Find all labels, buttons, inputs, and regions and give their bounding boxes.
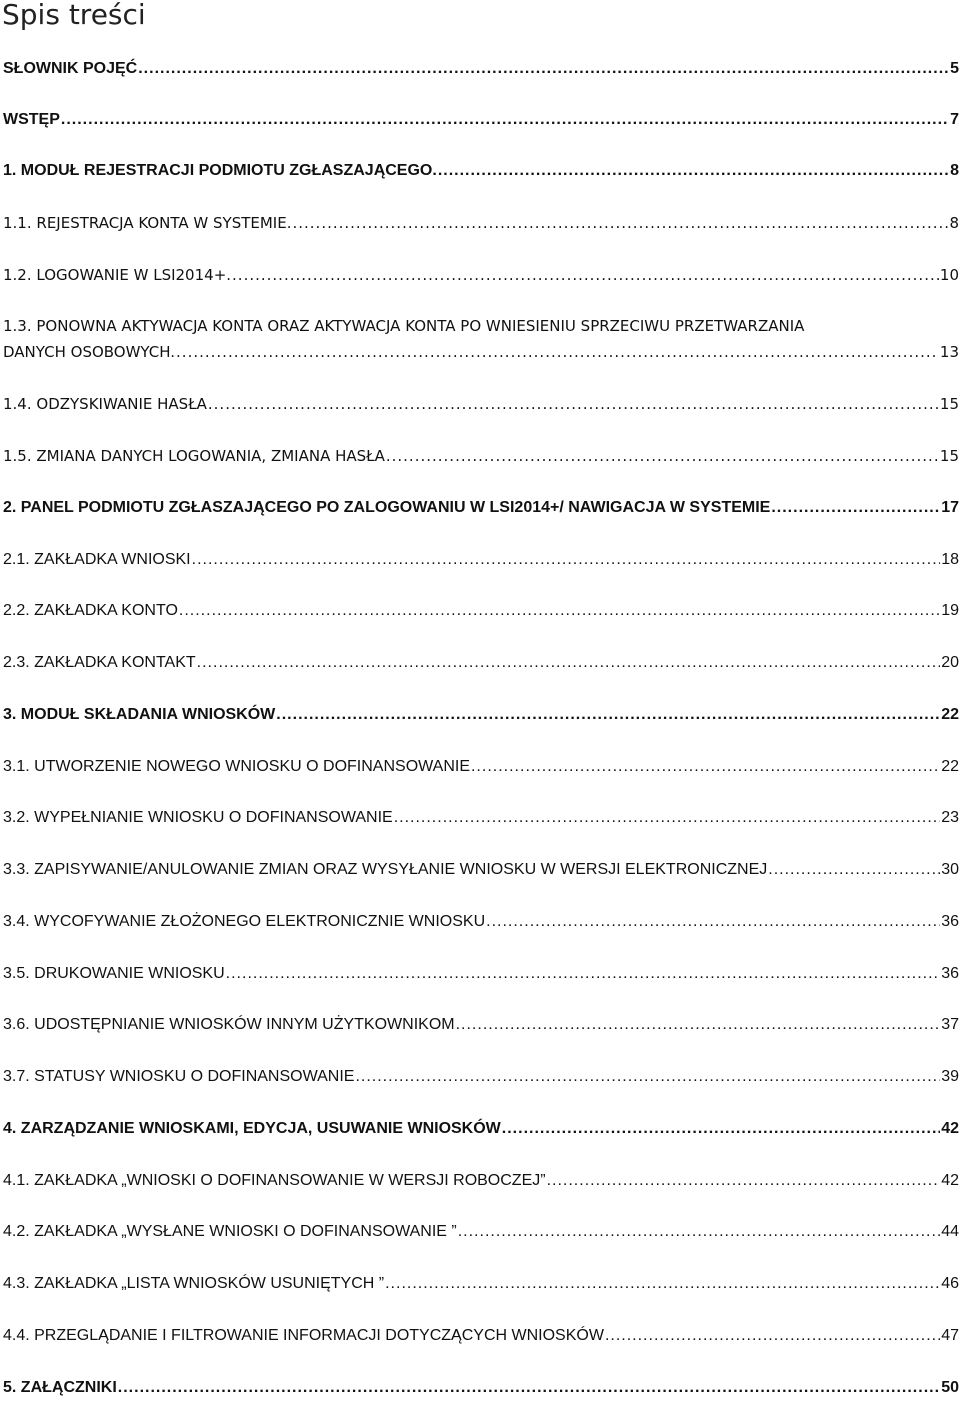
toc-entry-1-1[interactable] bbox=[3, 211, 959, 235]
toc-entry-2-1[interactable] bbox=[3, 548, 959, 572]
toc-entry-4-2[interactable] bbox=[3, 1220, 959, 1244]
toc-entry-4[interactable] bbox=[3, 1117, 959, 1141]
toc-page-number: 5 bbox=[950, 60, 959, 77]
toc-entry-label: 4.3. ZAKŁADKA „LISTA WNIOSKÓW USUNIĘTYCH ” bbox=[3, 1275, 385, 1292]
toc-page-number: 22 bbox=[941, 706, 959, 723]
toc-page-number: 15 bbox=[939, 395, 959, 413]
toc-leader-dots bbox=[438, 159, 949, 183]
toc-entry-3[interactable] bbox=[3, 703, 959, 727]
toc-entry-1-4[interactable] bbox=[3, 392, 959, 416]
toc-entry-label: WSTĘP bbox=[3, 111, 60, 128]
toc-entry-label: DANYCH OSOBOWYCH. bbox=[3, 343, 176, 361]
toc-leader-dots bbox=[458, 1220, 940, 1244]
toc-entry-label: 2.2. ZAKŁADKA KONTO bbox=[3, 602, 178, 619]
toc-entry-label: 2. PANEL PODMIOTU ZGŁASZAJĄCEGO PO ZALOGOWANIU W LSI2014+/ NAWIGACJA W SYSTEMIE bbox=[3, 499, 771, 516]
toc-entry-2-2[interactable] bbox=[3, 599, 959, 623]
toc-entry-label: 2.3. ZAKŁADKA KONTAKT bbox=[3, 654, 196, 671]
toc-page-number: 30 bbox=[941, 861, 959, 878]
toc-leader-dots bbox=[547, 1169, 941, 1193]
toc-page-number: 7 bbox=[950, 111, 959, 128]
toc-entry-label: 3.5. DRUKOWANIE WNIOSKU bbox=[3, 965, 225, 982]
toc-page-number: 47 bbox=[941, 1327, 959, 1344]
toc-page-number: 20 bbox=[941, 654, 959, 671]
toc-page-number: 17 bbox=[941, 499, 959, 516]
toc-entry-label: 3.1. UTWORZENIE NOWEGO WNIOSKU O DOFINANSOWANIE bbox=[3, 758, 470, 775]
toc-leader-dots bbox=[768, 858, 940, 882]
toc-leader-dots bbox=[232, 263, 939, 287]
toc-page-number: 15 bbox=[939, 447, 959, 465]
toc-entry-label: 1.4. ODZYSKIWANIE HASŁA bbox=[3, 395, 207, 413]
toc-entry-3-6[interactable] bbox=[3, 1013, 959, 1037]
toc-leader-dots bbox=[276, 703, 940, 727]
toc-page-number: 23 bbox=[941, 809, 959, 826]
toc-entry-label: 1.5. ZMIANA DANYCH LOGOWANIA, ZMIANA HASŁA bbox=[3, 447, 385, 465]
toc-entry-label: 4. ZARZĄDZANIE WNIOSKAMI, EDYCJA, USUWANIE WNIOSKÓW bbox=[3, 1120, 501, 1137]
toc-entry-label: 4.1. ZAKŁADKA „WNIOSKI O DOFINANSOWANIE W WERSJI ROBOCZEJ” bbox=[3, 1172, 546, 1189]
toc-page-number: 13 bbox=[939, 343, 959, 361]
page-title: Spis treści bbox=[2, 0, 146, 31]
toc-page-number: 36 bbox=[941, 965, 959, 982]
toc-page-number: 42 bbox=[941, 1120, 959, 1137]
toc-page-number: 8 bbox=[950, 162, 959, 179]
toc-entry-3-1[interactable] bbox=[3, 755, 959, 779]
toc-leader-dots bbox=[292, 211, 948, 235]
toc-leader-dots bbox=[176, 340, 939, 364]
toc-entry-label-line1: 1.3. PONOWNA AKTYWACJA KONTA ORAZ AKTYWACJA KONTA PO WNIESIENIU SPRZECIWU PRZETWARZANIA bbox=[3, 317, 805, 335]
toc-entry-label: 3. MODUŁ SKŁADANIA WNIOSKÓW bbox=[3, 706, 276, 723]
toc-page-number: 50 bbox=[941, 1379, 959, 1396]
toc-entry-1-2[interactable] bbox=[3, 263, 959, 287]
toc-entry-label: 1. MODUŁ REJESTRACJI PODMIOTU ZGŁASZAJĄCEGO. bbox=[3, 162, 437, 179]
toc-page-number: 22 bbox=[941, 758, 959, 775]
toc-entry-2-3[interactable] bbox=[3, 651, 959, 675]
toc-entry-3-7[interactable] bbox=[3, 1065, 959, 1089]
toc-entry-label: 2.1. ZAKŁADKA WNIOSKI bbox=[3, 551, 191, 568]
toc-leader-dots bbox=[471, 755, 940, 779]
toc-entry-3-2[interactable] bbox=[3, 806, 959, 830]
toc-page-number: 19 bbox=[941, 602, 959, 619]
toc-entry-label: 3.4. WYCOFYWANIE ZŁOŻONEGO ELEKTRONICZNIE WNIOSKU bbox=[3, 913, 486, 930]
toc-entry-label: SŁOWNIK POJĘĆ bbox=[3, 60, 138, 77]
toc-entry-4-4[interactable] bbox=[3, 1324, 959, 1348]
toc-leader-dots bbox=[138, 57, 949, 81]
toc-entry-label: 3.2. WYPEŁNIANIE WNIOSKU O DOFINANSOWANIE bbox=[3, 809, 393, 826]
toc-entry-3-5[interactable] bbox=[3, 962, 959, 986]
toc-entry-4-3[interactable] bbox=[3, 1272, 959, 1296]
toc-leader-dots bbox=[61, 108, 949, 132]
toc-entry-3-4[interactable] bbox=[3, 910, 959, 934]
toc-leader-dots bbox=[118, 1376, 940, 1400]
toc-leader-dots bbox=[605, 1324, 940, 1348]
toc-entry-label: 3.7. STATUSY WNIOSKU O DOFINANSOWANIE bbox=[3, 1068, 355, 1085]
toc-leader-dots bbox=[226, 962, 941, 986]
toc-leader-dots bbox=[208, 392, 939, 416]
toc-leader-dots bbox=[179, 599, 940, 623]
toc-entry-label: 3.6. UDOSTĘPNIANIE WNIOSKÓW INNYM UŻYTKOWNIKOM bbox=[3, 1016, 455, 1033]
toc-page-number: 37 bbox=[941, 1016, 959, 1033]
toc-page-number: 36 bbox=[941, 913, 959, 930]
toc-leader-dots bbox=[394, 806, 941, 830]
toc-page-number: 39 bbox=[941, 1068, 959, 1085]
toc-leader-dots bbox=[771, 496, 940, 520]
toc-page-number: 8 bbox=[949, 214, 959, 232]
toc-entry-wstep[interactable] bbox=[3, 108, 959, 132]
toc-entry-3-3[interactable] bbox=[3, 858, 959, 882]
toc-leader-dots bbox=[355, 1065, 940, 1089]
toc-page-number: 18 bbox=[941, 551, 959, 568]
toc-leader-dots bbox=[502, 1117, 940, 1141]
toc-entry-label: 5. ZAŁĄCZNIKI bbox=[3, 1379, 117, 1396]
toc-entry-label: 1.2. LOGOWANIE W LSI2014+. bbox=[3, 266, 232, 284]
toc-entry-1-3[interactable] bbox=[3, 314, 959, 364]
toc-entry-label: 4.2. ZAKŁADKA „WYSŁANE WNIOSKI O DOFINANSOWANIE ” bbox=[3, 1223, 457, 1240]
toc-leader-dots bbox=[456, 1013, 941, 1037]
toc-entry-2[interactable] bbox=[3, 496, 959, 520]
toc-page-number: 42 bbox=[941, 1172, 959, 1189]
toc-entry-1[interactable] bbox=[3, 159, 959, 183]
toc-leader-dots bbox=[486, 910, 940, 934]
toc-leader-dots bbox=[385, 1272, 940, 1296]
toc-entry-label: 4.4. PRZEGLĄDANIE I FILTROWANIE INFORMACJI DOTYCZĄCYCH WNIOSKÓW bbox=[3, 1327, 604, 1344]
toc-entry-5[interactable] bbox=[3, 1376, 959, 1400]
toc-leader-dots bbox=[386, 444, 939, 468]
toc-page-number: 46 bbox=[941, 1275, 959, 1292]
toc-entry-4-1[interactable] bbox=[3, 1169, 959, 1193]
toc-page-number: 44 bbox=[941, 1223, 959, 1240]
toc-leader-dots bbox=[192, 548, 941, 572]
toc-entry-1-5[interactable] bbox=[3, 444, 959, 468]
toc-leader-dots bbox=[197, 651, 941, 675]
toc-entry-label: 1.1. REJESTRACJA KONTA W SYSTEMIE. bbox=[3, 214, 292, 232]
toc-page-number: 10 bbox=[939, 266, 959, 284]
toc-entry-label: 3.3. ZAPISYWANIE/ANULOWANIE ZMIAN ORAZ WYSYŁANIE WNIOSKU W WERSJI ELEKTRONICZNEJ bbox=[3, 861, 768, 878]
toc-entry-slownik[interactable] bbox=[3, 57, 959, 81]
